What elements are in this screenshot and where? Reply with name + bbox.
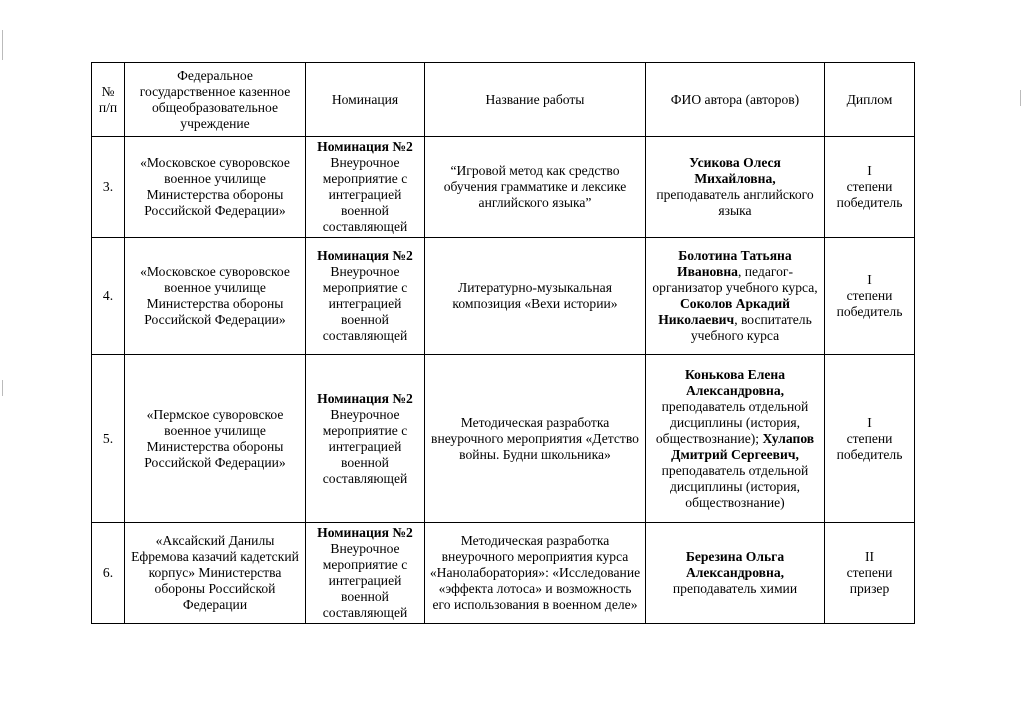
row-nomination — [306, 238, 425, 355]
row-work-title: Методическая разработка внеурочного мероприятия курса «Нанолаборатория»: «Исследование «эффекта лотоса» и возможность его использования в военном деле» — [425, 523, 646, 624]
scan-edge-mark — [1020, 90, 1021, 106]
diploma-degree: II — [864, 549, 875, 564]
row-num: 3. — [92, 137, 125, 238]
row-num: 6. — [92, 523, 125, 624]
author-name: Березина Ольга Александровна, — [685, 549, 785, 580]
row-work-title: “Игровой метод как средство обучения грамматике и лексике английского языка” — [425, 137, 646, 238]
diploma-degree: I — [867, 272, 872, 287]
diploma-status: победитель — [836, 195, 903, 210]
author-name: Хулапов Дмитрий Сергеевич, — [671, 430, 815, 462]
row-institution: «Московское суворовское военное училище Министерства обороны Российской Федерации» — [125, 137, 306, 238]
nomination-title: Номинация №2 — [317, 390, 413, 406]
scan-edge-mark — [2, 30, 3, 60]
header-row — [92, 63, 915, 137]
diploma-word: степени — [846, 430, 893, 446]
nomination-title: Номинация №2 — [317, 139, 413, 154]
row-nomination — [306, 137, 425, 238]
row-diploma — [825, 355, 915, 523]
diploma-degree: I — [867, 414, 872, 430]
diploma-word: степени — [846, 179, 893, 194]
author-name: Конькова Елена Александровна, — [684, 366, 785, 398]
nomination-text: Внеурочное мероприятие с интеграцией военной составляющей — [322, 264, 408, 343]
table-row — [92, 137, 915, 238]
nomination-text: Внеурочное мероприятие с интеграцией военной составляющей — [322, 155, 408, 234]
row-authors — [646, 137, 825, 238]
diploma-degree: I — [867, 163, 872, 178]
awards-table — [91, 62, 915, 624]
header-num: № п/п — [92, 63, 125, 137]
row-work-title: Литературно-музыкальная композиция «Вехи истории» — [425, 238, 646, 355]
diploma-status: призер — [849, 581, 890, 596]
header-nomination: Номинация — [306, 63, 425, 137]
header-authors: ФИО автора (авторов) — [646, 63, 825, 137]
scan-edge-mark — [2, 380, 3, 396]
row-institution: «Московское суворовское военное училище Министерства обороны Российской Федерации» — [125, 238, 306, 355]
header-diploma: Диплом — [825, 63, 915, 137]
table-row — [92, 238, 915, 355]
header-work-title: Название работы — [425, 63, 646, 137]
row-institution: «Аксайский Данилы Ефремова казачий кадетский корпус» Министерства обороны Российской Федерации — [125, 523, 306, 624]
row-diploma — [825, 238, 915, 355]
row-work-title: Методическая разработка внеурочного мероприятия «Детство войны. Будни школьника» — [425, 355, 646, 523]
row-num: 4. — [92, 238, 125, 355]
nomination-title: Номинация №2 — [317, 248, 413, 263]
table-row — [92, 523, 915, 624]
diploma-status: победитель — [836, 446, 903, 462]
header-institution: Федеральное государственное казенное общеобразовательное учреждение — [125, 63, 306, 137]
author-name: Болотина Татьяна Ивановна — [677, 248, 792, 279]
nomination-text: Внеурочное мероприятие с интеграцией военной составляющей — [322, 406, 408, 486]
row-institution: «Пермское суворовское военное училище Министерства обороны Российской Федерации» — [125, 355, 306, 523]
diploma-status: победитель — [836, 304, 903, 319]
diploma-word: степени — [846, 565, 893, 580]
row-diploma — [825, 137, 915, 238]
author-role: , педагог-организатор учебного курса, — [652, 264, 818, 295]
nomination-text: Внеурочное мероприятие с интеграцией военной составляющей — [322, 541, 408, 620]
row-nomination — [306, 523, 425, 624]
author-role: преподаватель химии — [672, 581, 798, 596]
row-authors — [646, 238, 825, 355]
author-role: преподаватель английского языка — [656, 187, 814, 218]
row-nomination — [306, 355, 425, 523]
author-name: Усикова Олеся Михайловна, — [689, 155, 781, 186]
diploma-word: степени — [846, 288, 893, 303]
author-role: , воспитатель учебного курса — [690, 312, 812, 343]
table-row — [92, 355, 915, 523]
row-num: 5. — [92, 355, 125, 523]
author-name: Соколов Аркадий Николаевич — [658, 296, 791, 327]
author-role: преподаватель отдельной дисциплины (история, обществознание); — [655, 398, 809, 446]
row-authors — [646, 523, 825, 624]
nomination-title: Номинация №2 — [317, 525, 413, 540]
author-role: преподаватель отдельной дисциплины (история, обществознание) — [661, 462, 809, 510]
row-authors — [646, 355, 825, 523]
row-diploma — [825, 523, 915, 624]
